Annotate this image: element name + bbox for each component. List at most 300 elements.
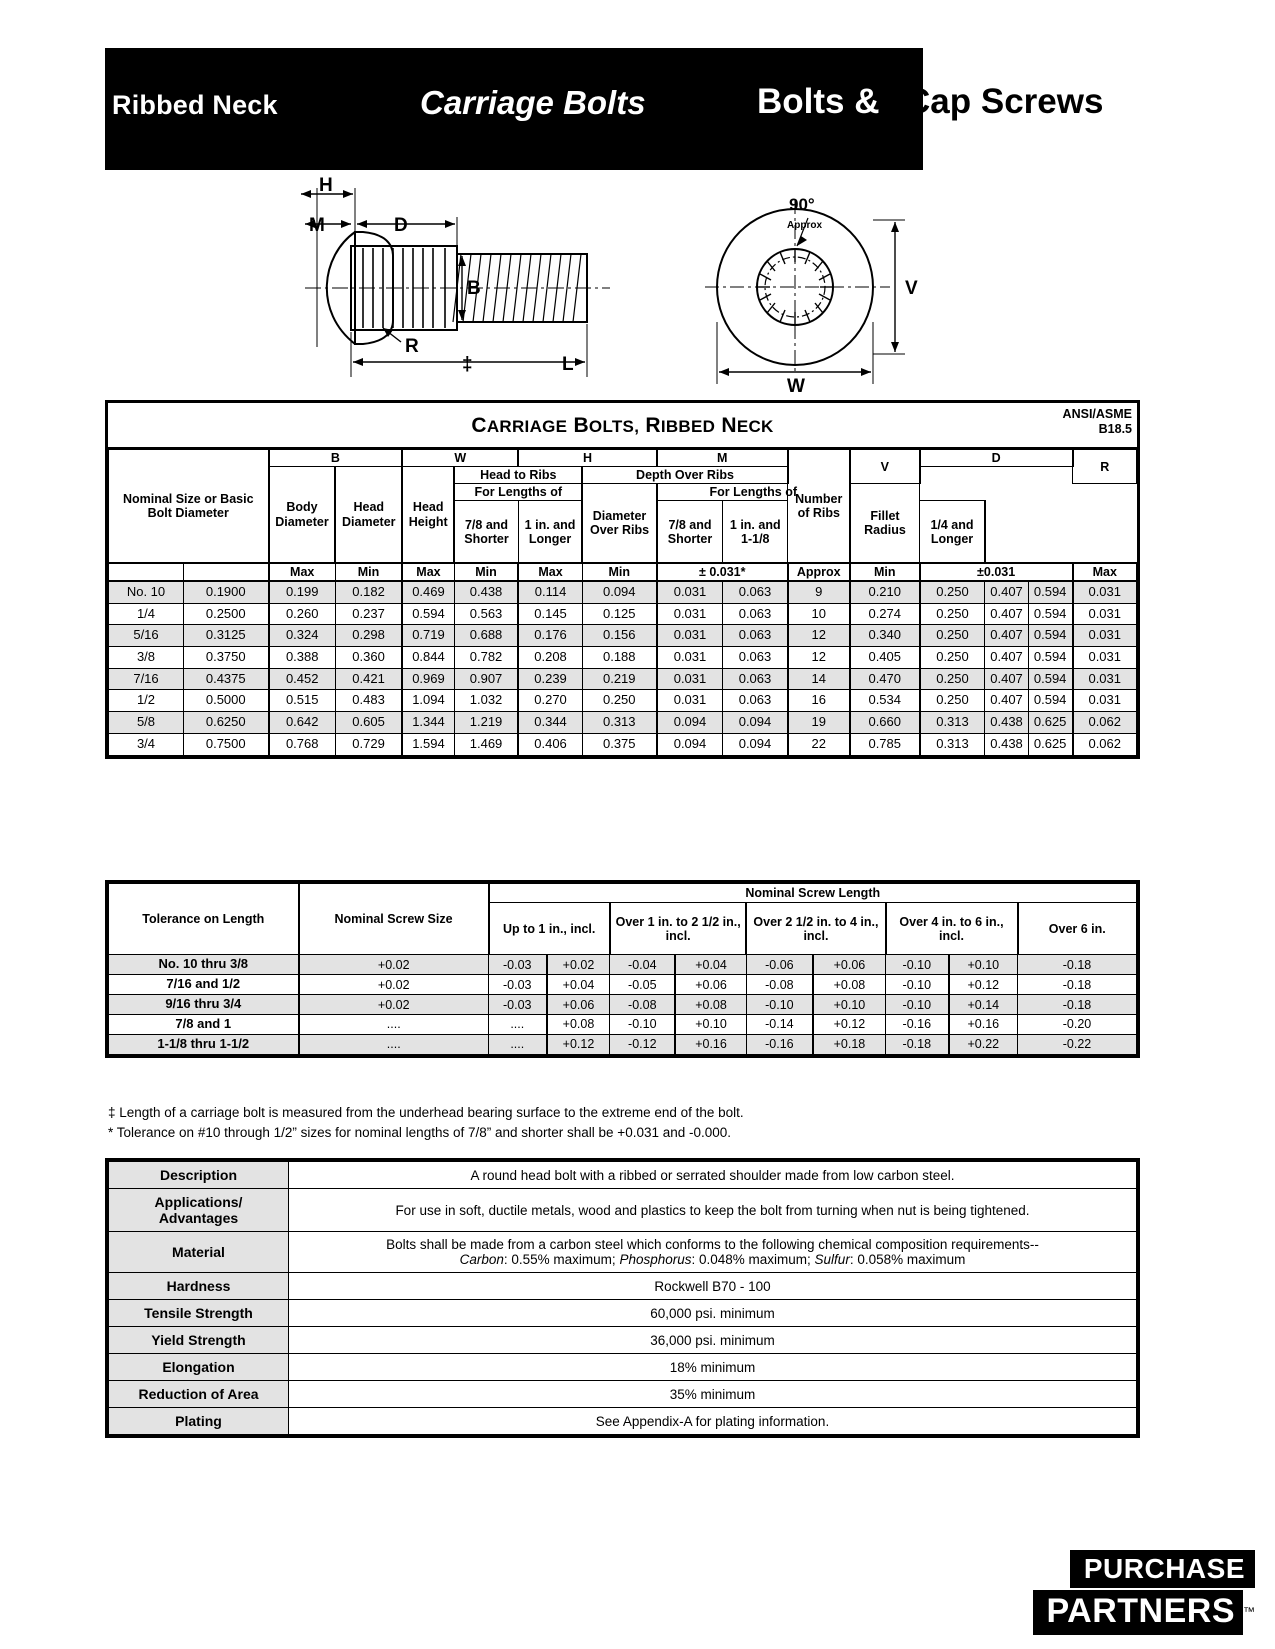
table-row <box>109 955 1137 975</box>
cell-w-min: 1.469 <box>454 733 518 755</box>
cell-w-max: 1.594 <box>402 733 454 755</box>
tolerance-size: 9/16 thru 3/4 <box>109 995 299 1015</box>
cell-b-max: 0.515 <box>269 690 336 712</box>
cell-b-min: 0.729 <box>335 733 402 755</box>
standard-number: B18.5 <box>1098 422 1132 436</box>
cell-basic: 0.4375 <box>184 668 269 690</box>
unit-cell-blank2 <box>184 563 269 581</box>
diagram-label-H: H <box>319 175 333 196</box>
diagram-svg <box>105 172 1165 397</box>
table-row <box>109 1015 1137 1035</box>
tolerance-size-header: Nominal Screw Size <box>299 884 489 955</box>
main-table-title-row <box>108 403 1137 449</box>
cell-d-long: 0.594 <box>1028 625 1072 647</box>
col-d-for-lengths-of: For Lengths of <box>657 484 850 501</box>
main-table-title: CARRIAGE BOLTS, RIBBED NECK <box>471 414 774 437</box>
cell-d-long: 0.625 <box>1028 733 1072 755</box>
cell-d-short: 0.250 <box>920 690 985 712</box>
cell-h-min: 0.313 <box>582 712 656 734</box>
table-row <box>109 1300 1137 1327</box>
tolerance-val: -0.20 <box>1018 1015 1137 1035</box>
cell-ribs: 19 <box>788 712 850 734</box>
cell-w-max: 1.344 <box>402 712 454 734</box>
unit-w-max: Max <box>402 563 454 581</box>
cell-basic: 0.7500 <box>184 733 269 755</box>
cell-b-min: 0.237 <box>335 603 402 625</box>
dimension-table-head <box>109 450 1137 582</box>
col-head-height: Head Height <box>402 467 454 563</box>
material-phosphorus-value: : 0.048% maximum; <box>691 1252 815 1267</box>
tolerance-val: +0.22 <box>949 1035 1018 1055</box>
tolerance-length-header: Nominal Screw Length <box>489 884 1137 903</box>
cell-w-max: 0.719 <box>402 625 454 647</box>
property-value: A round head bolt with a ribbed or serrated shoulder made from low carbon steel. <box>289 1162 1137 1189</box>
cell-h-min: 0.188 <box>582 647 656 669</box>
tolerance-val: +0.12 <box>813 1015 886 1035</box>
tolerance-val: +0.10 <box>675 1015 746 1035</box>
table-row <box>109 975 1137 995</box>
cell-ribs: 12 <box>788 647 850 669</box>
tolerance-val: -0.12 <box>610 1035 675 1055</box>
material-sulfur-value: : 0.058% maximum <box>849 1252 966 1267</box>
material-phosphorus-label: Phosphorus <box>619 1252 692 1267</box>
cell-d-short: 0.250 <box>920 647 985 669</box>
cell-h-min: 0.125 <box>582 603 656 625</box>
tolerance-table <box>108 883 1137 1055</box>
tolerance-val: -0.10 <box>746 995 812 1015</box>
property-label: Reduction of Area <box>109 1381 289 1408</box>
cell-b-min: 0.483 <box>335 690 402 712</box>
cell-m-long: 0.063 <box>723 625 788 647</box>
diagram-label-dagger: ‡ <box>462 354 473 375</box>
cell-d-mid: 0.407 <box>985 690 1029 712</box>
dimension-table <box>108 449 1137 756</box>
cell-basic: 0.5000 <box>184 690 269 712</box>
table-row <box>109 1354 1137 1381</box>
table-row <box>109 1381 1137 1408</box>
cell-basic: 0.2500 <box>184 603 269 625</box>
cell-v-min: 0.210 <box>850 581 920 603</box>
table-row <box>109 712 1137 734</box>
table-row <box>109 1189 1137 1232</box>
tolerance-val: -0.18 <box>886 1035 949 1055</box>
description-table <box>105 1158 1140 1438</box>
cell-ribs: 16 <box>788 690 850 712</box>
tolerance-val: -0.18 <box>1018 995 1137 1015</box>
col-letter-V: V <box>850 450 920 484</box>
cell-m-long: 0.063 <box>723 647 788 669</box>
cell-r-max: 0.031 <box>1073 603 1137 625</box>
col-diameter-over-ribs: Diameter Over Ribs <box>582 484 656 563</box>
cell-h-max: 0.114 <box>518 581 582 603</box>
cell-ribs: 14 <box>788 668 850 690</box>
property-label: Plating <box>109 1408 289 1435</box>
cell-r-max: 0.062 <box>1073 712 1137 734</box>
cell-basic: 0.6250 <box>184 712 269 734</box>
table-row <box>109 1273 1137 1300</box>
tolerance-val: -0.10 <box>886 995 949 1015</box>
tolerance-val: -0.04 <box>610 955 675 975</box>
cell-b-max: 0.642 <box>269 712 336 734</box>
col-letter-B: B <box>269 450 403 467</box>
tolerance-val: -0.10 <box>610 1015 675 1035</box>
tolerance-val: -0.08 <box>610 995 675 1015</box>
purchase-partners-logo <box>1033 1550 1256 1635</box>
property-value <box>289 1232 1137 1273</box>
tolerance-val: +0.18 <box>813 1035 886 1055</box>
engineering-diagrams <box>105 172 1165 397</box>
diagram-label-W: W <box>787 376 805 397</box>
col-letter-H: H <box>518 450 656 467</box>
property-label: Yield Strength <box>109 1327 289 1354</box>
cell-m-short: 0.031 <box>657 603 723 625</box>
cell-w-max: 0.844 <box>402 647 454 669</box>
col-depth-over-ribs: Depth Over Ribs <box>582 467 787 484</box>
property-value: 35% minimum <box>289 1381 1137 1408</box>
table-row <box>109 581 1137 603</box>
tolerance-val: -0.18 <box>1018 975 1137 995</box>
cell-basic: 0.1900 <box>184 581 269 603</box>
cell-size: 1/2 <box>109 690 184 712</box>
tolerance-row-label: Tolerance on Length <box>109 884 299 955</box>
unit-h-min: Min <box>582 563 656 581</box>
col-fillet-radius: Fillet Radius <box>850 484 920 563</box>
cell-size: 5/16 <box>109 625 184 647</box>
table-row <box>109 733 1137 755</box>
unit-r-max: Max <box>1073 563 1137 581</box>
tolerance-val: +0.02 <box>547 955 610 975</box>
cell-b-max: 0.768 <box>269 733 336 755</box>
standard-name: ANSI/ASME <box>1062 407 1132 421</box>
table-row <box>109 1162 1137 1189</box>
cell-m-short: 0.031 <box>657 690 723 712</box>
units-row <box>109 563 1137 581</box>
col-number-of-ribs: Number of Ribs <box>788 450 850 563</box>
cell-d-mid: 0.407 <box>985 668 1029 690</box>
cell-h-max: 0.145 <box>518 603 582 625</box>
cell-m-long: 0.094 <box>723 733 788 755</box>
cell-ribs: 9 <box>788 581 850 603</box>
cell-d-mid: 0.407 <box>985 625 1029 647</box>
letter-row <box>109 450 1137 467</box>
footnote-tolerance: * Tolerance on #10 through 1/2” sizes for nominal lengths of 7/8” and shorter shall be +0.031 and -0.000. <box>108 1124 732 1140</box>
cell-d-mid: 0.407 <box>985 603 1029 625</box>
tolerance-val: -0.14 <box>746 1015 812 1035</box>
cell-d-mid: 0.438 <box>985 712 1029 734</box>
cell-m-short: 0.094 <box>657 733 723 755</box>
cell-m-short: 0.031 <box>657 625 723 647</box>
col-d-78-shorter: 7/8 and Shorter <box>657 501 723 563</box>
unit-b-max: Max <box>269 563 336 581</box>
cell-w-max: 0.594 <box>402 603 454 625</box>
cell-b-min: 0.360 <box>335 647 402 669</box>
cell-h-min: 0.375 <box>582 733 656 755</box>
cell-d-long: 0.594 <box>1028 647 1072 669</box>
cell-r-max: 0.031 <box>1073 668 1137 690</box>
tolerance-val: +0.02 <box>299 955 489 975</box>
cell-m-long: 0.063 <box>723 581 788 603</box>
cell-d-short: 0.250 <box>920 581 985 603</box>
tolerance-val: .... <box>299 1015 489 1035</box>
cell-w-min: 0.563 <box>454 603 518 625</box>
tolerance-col-over-2half-to-4: Over 2 1/2 in. to 4 in., incl. <box>746 903 885 955</box>
cell-m-long: 0.063 <box>723 690 788 712</box>
header-right-title-white: Bolts & <box>757 82 880 121</box>
cell-w-min: 1.219 <box>454 712 518 734</box>
cell-b-max: 0.199 <box>269 581 336 603</box>
cell-h-min: 0.156 <box>582 625 656 647</box>
cell-m-short: 0.094 <box>657 712 723 734</box>
cell-w-max: 1.094 <box>402 690 454 712</box>
cell-d-mid: 0.407 <box>985 647 1029 669</box>
cell-r-max: 0.031 <box>1073 690 1137 712</box>
table-row <box>109 625 1137 647</box>
cell-m-short: 0.031 <box>657 668 723 690</box>
logo-line-2: PARTNERS <box>1033 1590 1244 1635</box>
tolerance-table-body <box>109 955 1137 1055</box>
cell-m-short: 0.031 <box>657 647 723 669</box>
tolerance-val: .... <box>299 1035 489 1055</box>
table-row <box>109 1035 1137 1055</box>
unit-m-tol: ± 0.031* <box>657 563 788 581</box>
col-m-1in-longer: 1 in. and Longer <box>518 501 582 563</box>
tolerance-val: +0.06 <box>547 995 610 1015</box>
col-letter-W: W <box>402 450 518 467</box>
tolerance-val: -0.16 <box>886 1015 949 1035</box>
material-carbon-label: Carbon <box>459 1252 504 1267</box>
tolerance-size: No. 10 thru 3/8 <box>109 955 299 975</box>
tolerance-val: +0.04 <box>675 955 746 975</box>
tolerance-val: -0.03 <box>489 975 547 995</box>
tolerance-col-upto-1in: Up to 1 in., incl. <box>489 903 610 955</box>
cell-h-max: 0.239 <box>518 668 582 690</box>
cell-size: No. 10 <box>109 581 184 603</box>
cell-size: 7/16 <box>109 668 184 690</box>
cell-m-long: 0.094 <box>723 712 788 734</box>
table-row <box>109 995 1137 1015</box>
cell-b-max: 0.324 <box>269 625 336 647</box>
diagram-label-V: V <box>905 278 918 299</box>
cell-w-min: 0.782 <box>454 647 518 669</box>
table-row <box>109 1408 1137 1435</box>
unit-w-min: Min <box>454 563 518 581</box>
cell-r-max: 0.062 <box>1073 733 1137 755</box>
tolerance-val: -0.05 <box>610 975 675 995</box>
property-label-line1: Applications/ <box>154 1194 243 1210</box>
cell-h-max: 0.270 <box>518 690 582 712</box>
unit-v-min: Min <box>850 563 920 581</box>
tolerance-val: +0.10 <box>813 995 886 1015</box>
tolerance-val: +0.08 <box>675 995 746 1015</box>
cell-basic: 0.3750 <box>184 647 269 669</box>
main-dimension-table <box>105 400 1140 759</box>
cell-r-max: 0.031 <box>1073 625 1137 647</box>
cell-size: 5/8 <box>109 712 184 734</box>
cell-v-min: 0.785 <box>850 733 920 755</box>
tolerance-val: -0.18 <box>1018 955 1137 975</box>
property-value: For use in soft, ductile metals, wood and plastics to keep the bolt from turning when nut is being tightened. <box>289 1189 1137 1232</box>
col-d-14-longer: 1/4 and Longer <box>920 501 985 563</box>
col-letter-M: M <box>657 450 788 467</box>
cell-v-min: 0.534 <box>850 690 920 712</box>
col-letter-R: R <box>1073 450 1137 484</box>
cell-h-min: 0.250 <box>582 690 656 712</box>
header-center-title: Carriage Bolts <box>420 84 646 121</box>
cell-v-min: 0.470 <box>850 668 920 690</box>
cell-h-min: 0.219 <box>582 668 656 690</box>
cell-size: 1/4 <box>109 603 184 625</box>
property-value: 36,000 psi. minimum <box>289 1327 1137 1354</box>
logo-trademark: ™ <box>1243 1604 1255 1619</box>
property-value: See Appendix-A for plating information. <box>289 1408 1137 1435</box>
dimension-table-body <box>109 581 1137 755</box>
cell-d-mid: 0.407 <box>985 581 1029 603</box>
cell-h-max: 0.176 <box>518 625 582 647</box>
cell-r-max: 0.031 <box>1073 647 1137 669</box>
material-line-2 <box>295 1252 1130 1267</box>
property-label <box>109 1189 289 1232</box>
tolerance-val: +0.08 <box>813 975 886 995</box>
table-row <box>109 647 1137 669</box>
col-body-diameter: Body Diameter <box>269 467 336 563</box>
property-label: Tensile Strength <box>109 1300 289 1327</box>
tolerance-val: .... <box>489 1035 547 1055</box>
tolerance-header-row-1 <box>109 884 1137 903</box>
cell-m-long: 0.063 <box>723 603 788 625</box>
cell-v-min: 0.405 <box>850 647 920 669</box>
cell-d-short: 0.250 <box>920 625 985 647</box>
cell-d-short: 0.250 <box>920 668 985 690</box>
cell-d-mid: 0.438 <box>985 733 1029 755</box>
table-row <box>109 603 1137 625</box>
col-nominal-size: Nominal Size or Basic Bolt Diameter <box>109 450 269 563</box>
properties-table <box>108 1161 1137 1435</box>
tolerance-val: +0.06 <box>675 975 746 995</box>
cell-size: 3/8 <box>109 647 184 669</box>
tolerance-size: 7/8 and 1 <box>109 1015 299 1035</box>
tolerance-col-over-1-to-2half: Over 1 in. to 2 1/2 in., incl. <box>610 903 746 955</box>
unit-ribs-approx: Approx <box>788 563 850 581</box>
cell-w-min: 0.907 <box>454 668 518 690</box>
diagram-label-approx: Approx <box>787 220 822 231</box>
col-m-for-lengths-of: For Lengths of <box>454 484 582 501</box>
diagram-label-L: L <box>562 354 574 375</box>
tolerance-on-length-table <box>105 880 1140 1058</box>
property-label: Description <box>109 1162 289 1189</box>
table-row <box>109 668 1137 690</box>
properties-table-body <box>109 1162 1137 1435</box>
cell-h-max: 0.406 <box>518 733 582 755</box>
cell-h-max: 0.344 <box>518 712 582 734</box>
tolerance-val: +0.02 <box>299 975 489 995</box>
footnote-length: ‡ Length of a carriage bolt is measured from the underhead bearing surface to the extreme end of the bolt. <box>108 1105 744 1120</box>
property-label-line2: Advantages <box>158 1210 239 1226</box>
cell-v-min: 0.340 <box>850 625 920 647</box>
col-m-78-shorter: 7/8 and Shorter <box>454 501 518 563</box>
tolerance-val: -0.10 <box>886 975 949 995</box>
cell-w-min: 1.032 <box>454 690 518 712</box>
cell-m-long: 0.063 <box>723 668 788 690</box>
tolerance-val: +0.16 <box>675 1035 746 1055</box>
property-value: 60,000 psi. minimum <box>289 1300 1137 1327</box>
unit-d-tol: ±0.031 <box>920 563 1073 581</box>
table-row <box>109 1232 1137 1273</box>
cell-v-min: 0.660 <box>850 712 920 734</box>
header-right-title-black: Cap Screws <box>905 82 1104 121</box>
tolerance-val: +0.08 <box>547 1015 610 1035</box>
tolerance-size: 7/16 and 1/2 <box>109 975 299 995</box>
cell-b-min: 0.182 <box>335 581 402 603</box>
property-label: Hardness <box>109 1273 289 1300</box>
standard-reference <box>1063 407 1132 437</box>
cell-w-min: 0.438 <box>454 581 518 603</box>
material-sulfur-label: Sulfur <box>814 1252 850 1267</box>
tolerance-val: -0.08 <box>746 975 812 995</box>
diagram-label-90deg: 90° <box>789 195 815 214</box>
cell-b-max: 0.260 <box>269 603 336 625</box>
tolerance-table-head <box>109 884 1137 955</box>
tolerance-val: +0.06 <box>813 955 886 975</box>
tolerance-col-over-4-to-6: Over 4 in. to 6 in., incl. <box>886 903 1018 955</box>
tolerance-val: -0.06 <box>746 955 812 975</box>
cell-b-max: 0.388 <box>269 647 336 669</box>
cell-size: 3/4 <box>109 733 184 755</box>
cell-ribs: 22 <box>788 733 850 755</box>
footnotes <box>108 1103 1148 1142</box>
diagram-label-B: B <box>467 278 481 299</box>
col-head-diameter: Head Diameter <box>335 467 402 563</box>
cell-w-max: 0.469 <box>402 581 454 603</box>
diagram-label-D: D <box>394 215 408 236</box>
tolerance-val: +0.02 <box>299 995 489 1015</box>
tolerance-val: -0.22 <box>1018 1035 1137 1055</box>
cell-r-max: 0.031 <box>1073 581 1137 603</box>
cell-d-long: 0.625 <box>1028 712 1072 734</box>
cell-basic: 0.3125 <box>184 625 269 647</box>
cell-ribs: 10 <box>788 603 850 625</box>
tolerance-val: +0.10 <box>949 955 1018 975</box>
col-head-to-ribs: Head to Ribs <box>454 467 582 484</box>
tolerance-size: 1-1/8 thru 1-1/2 <box>109 1035 299 1055</box>
tolerance-col-over-6: Over 6 in. <box>1018 903 1137 955</box>
tolerance-val: +0.14 <box>949 995 1018 1015</box>
col-d-1in-118: 1 in. and 1-1/8 <box>723 501 788 563</box>
property-value: 18% minimum <box>289 1354 1137 1381</box>
tolerance-val: .... <box>489 1015 547 1035</box>
material-carbon-value: : 0.55% maximum; <box>503 1252 620 1267</box>
cell-v-min: 0.274 <box>850 603 920 625</box>
cell-m-short: 0.031 <box>657 581 723 603</box>
cell-ribs: 12 <box>788 625 850 647</box>
diagram-label-R: R <box>405 336 419 357</box>
logo-line-2-wrap <box>1033 1588 1256 1635</box>
tolerance-val: +0.16 <box>949 1015 1018 1035</box>
unit-b-min: Min <box>335 563 402 581</box>
cell-h-min: 0.094 <box>582 581 656 603</box>
unit-cell-blank <box>109 563 184 581</box>
cell-b-min: 0.298 <box>335 625 402 647</box>
cell-d-long: 0.594 <box>1028 690 1072 712</box>
tolerance-val: +0.04 <box>547 975 610 995</box>
cell-d-short: 0.250 <box>920 603 985 625</box>
cell-h-max: 0.208 <box>518 647 582 669</box>
material-line-1: Bolts shall be made from a carbon steel which conforms to the following chemical composition requirements-- <box>386 1237 1039 1252</box>
property-value: Rockwell B70 - 100 <box>289 1273 1137 1300</box>
cell-d-short: 0.313 <box>920 733 985 755</box>
logo-line-1-wrap <box>1033 1550 1256 1588</box>
cell-b-min: 0.605 <box>335 712 402 734</box>
tolerance-val: +0.12 <box>949 975 1018 995</box>
